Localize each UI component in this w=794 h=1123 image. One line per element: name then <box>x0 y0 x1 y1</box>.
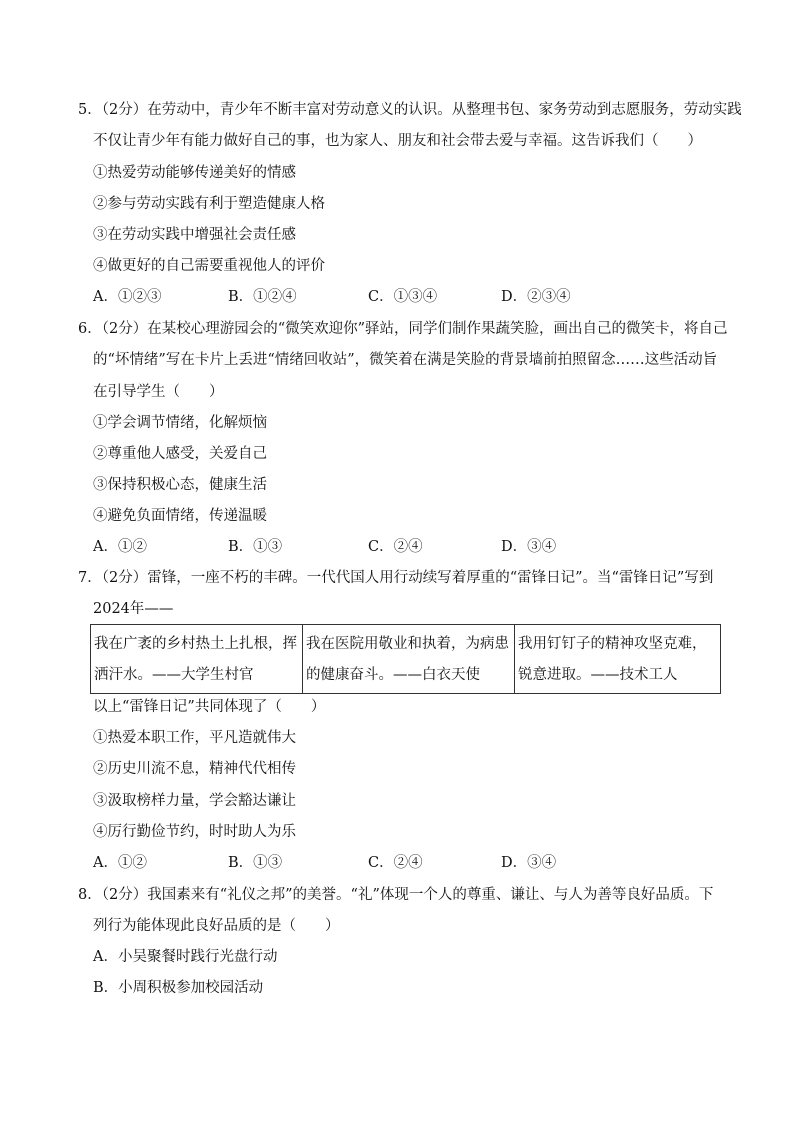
q5-option-a[interactable]: A．①②③ <box>93 289 162 305</box>
q6-item-2: ②尊重他人感受，关爱自己 <box>93 446 267 462</box>
table-cell-doctor: 我在医院用敬业和执着，为病患的健康奋斗。——白衣天使 <box>303 625 515 694</box>
q6-option-b[interactable]: B．①③ <box>228 539 283 555</box>
q5-option-b[interactable]: B．①②④ <box>228 289 297 305</box>
q8-option-a[interactable]: A．小吴聚餐时践行光盘行动 <box>93 949 278 965</box>
q5-item-3: ③在劳动实践中增强社会责任感 <box>93 227 296 243</box>
q7-stem-line1: 7．（2分）雷锋，一座不朽的丰碑。一代代国人用行动续写着厚重的“雷锋日记”。当“雷锋日记”写到 <box>78 570 714 586</box>
q7-stem-line2: 2024年—— <box>93 601 174 617</box>
q5-item-2: ②参与劳动实践有利于塑造健康人格 <box>93 196 325 212</box>
q6-stem-line2: 的“坏情绪”写在卡片上丢进“情绪回收站”，微笑着在满是笑脸的背景墙前拍照留念……这些活动旨 <box>93 352 718 368</box>
q6-option-c[interactable]: C．②④ <box>368 539 423 555</box>
q5-option-c[interactable]: C．①③④ <box>368 289 438 305</box>
q8-option-b[interactable]: B．小周积极参加校园活动 <box>93 980 264 996</box>
q8-stem-line1: 8．（2分）我国素来有“礼仪之邦”的美誉。“礼”体现一个人的尊重、谦让、与人为善等良好品质。下 <box>78 887 714 903</box>
q7-item-1: ①热爱本职工作，平凡造就伟大 <box>93 730 296 746</box>
q7-item-3: ③汲取榜样力量，学会豁达谦让 <box>93 793 296 809</box>
q7-option-a[interactable]: A．①② <box>93 855 147 871</box>
q5-stem-line1: 5．（2分）在劳动中，青少年不断丰富对劳动意义的认识。从整理书包、家务劳动到志愿服务，劳动实践 <box>78 102 742 118</box>
table-cell-village-official: 我在广袤的乡村热土上扎根，挥洒汗水。——大学生村官 <box>91 625 303 694</box>
q6-option-a[interactable]: A．①② <box>93 539 147 555</box>
q6-stem-line3: 在引导学生（ ） <box>93 384 224 400</box>
q7-option-b[interactable]: B．①③ <box>228 855 283 871</box>
q6-stem-line1: 6．（2分）在某校心理游园会的“微笑欢迎你”驿站，同学们制作果蔬笑脸，画出自己的微笑卡，将自己 <box>78 321 728 337</box>
q7-option-c[interactable]: C．②④ <box>368 855 423 871</box>
q5-option-d[interactable]: D．②③④ <box>501 289 571 305</box>
q6-option-d[interactable]: D．③④ <box>501 539 557 555</box>
q5-item-1: ①热爱劳动能够传递美好的情感 <box>93 165 296 181</box>
q6-item-4: ④避免负面情绪，传递温暖 <box>93 508 267 524</box>
q7-item-4: ④厉行勤俭节约，时时助人为乐 <box>93 824 296 840</box>
q7-stem-line3: 以上“雷锋日记”共同体现了（ ） <box>93 699 326 715</box>
q5-item-4: ④做更好的自己需要重视他人的评价 <box>93 258 325 274</box>
leifeng-diary-table <box>90 624 721 694</box>
table-row <box>91 625 721 694</box>
table-cell-technician: 我用钉钉子的精神攻坚克难，锐意进取。——技术工人 <box>515 625 721 694</box>
q5-stem-line2: 不仅让青少年有能力做好自己的事，也为家人、朋友和社会带去爱与幸福。这告诉我们（ ） <box>93 133 702 149</box>
q7-option-d[interactable]: D．③④ <box>501 855 557 871</box>
q6-item-3: ③保持积极心态，健康生活 <box>93 477 267 493</box>
q7-item-2: ②历史川流不息，精神代代相传 <box>93 761 296 777</box>
q6-item-1: ①学会调节情绪，化解烦恼 <box>93 415 267 431</box>
q8-stem-line2: 列行为能体现此良好品质的是（ ） <box>93 918 340 934</box>
